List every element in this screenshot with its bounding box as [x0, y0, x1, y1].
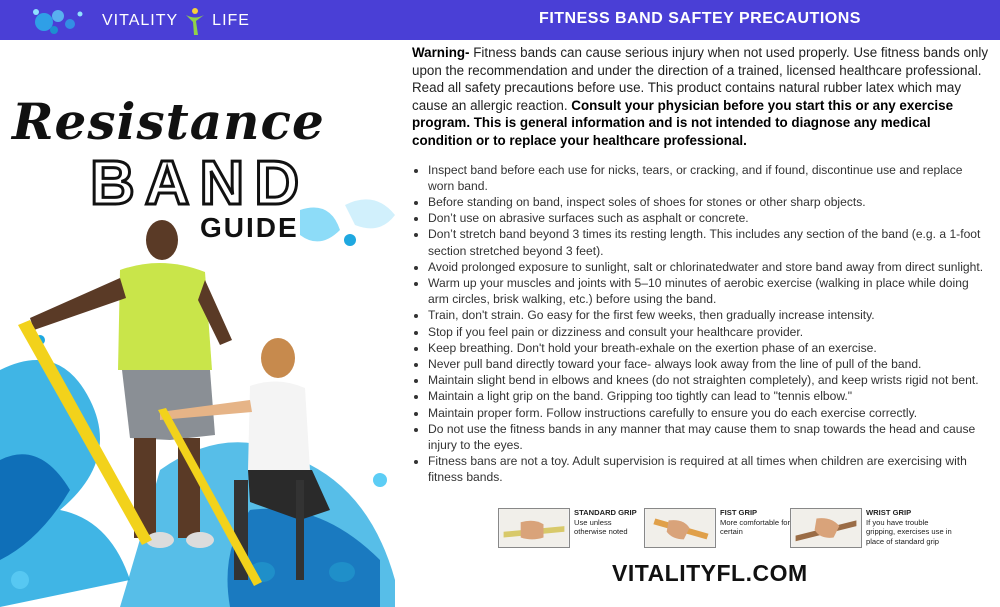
- brand-logo: [30, 6, 250, 36]
- grip-guide: [498, 508, 998, 550]
- header-bar: [0, 0, 1000, 40]
- list-item: • Inspect band before each use for nicks, tears, or cracking, and if found, discontinue use and replace worn band.: [428, 162, 992, 194]
- list-item: • Before standing on band, inspect soles of shoes for stones or other sharp objects.: [428, 194, 992, 210]
- list-item: • Do not use the fitness bands in any manner that may cause them to snap towards the head and cause injury to the eyes.: [428, 421, 992, 453]
- grip-wrist: [790, 508, 958, 550]
- precautions-panel: [412, 44, 992, 486]
- list-item: • Fitness bans are not a toy. Adult supervision is required at all times when children are exercising with fitness bands.: [428, 453, 992, 485]
- warning-bold-body: Consult your physician before you start this or any exercise program. This is general information and is not intended to diagnose any medical condition or to replace your healthcare professional.: [412, 97, 954, 148]
- list-item: • Warm up your muscles and joints with 5–10 minutes of aerobic exercise (walking in place while doing arm circles, brisk walking, etc.) before using the band.: [428, 275, 992, 307]
- safety-rules-list: [428, 162, 992, 486]
- cover-panel: [0, 40, 405, 607]
- website-url[interactable]: VITALITYFL.COM: [612, 560, 808, 586]
- list-item: • Stop if you feel pain or dizziness and consult your healthcare provider.: [428, 324, 992, 340]
- wrist-grip-photo: [790, 508, 862, 548]
- grip-title: WRIST GRIP: [866, 508, 912, 517]
- grip-title: FIST GRIP: [720, 508, 758, 517]
- warning-label: Warning-: [412, 45, 470, 60]
- list-item: • Never pull band directly toward your face- always look away from the line of pull of the band.: [428, 356, 992, 372]
- list-item: • Maintain a light grip on the band. Gripping too tightly can lead to "tennis elbow.": [428, 388, 992, 404]
- list-item: • Keep breathing. Don't hold your breath-exhale on the exertion phase of an exercise.: [428, 340, 992, 356]
- list-item: • Avoid prolonged exposure to sunlight, salt or chlorinatedwater and store band away from direct sunlight.: [428, 259, 992, 275]
- page-title: FITNESS BAND SAFTEY PRECAUTIONS: [539, 10, 861, 27]
- cover-title-line2: BAND: [90, 149, 310, 218]
- grip-desc: If you have trouble gripping, exercises use in place of standard grip: [866, 517, 952, 546]
- fist-grip-photo: [644, 508, 716, 548]
- list-item: • Train, don't strain. Go easy for the first few weeks, then gradually increase intensity.: [428, 307, 992, 323]
- grip-desc: More comfortable for certain: [720, 517, 791, 537]
- cover-title-line1: Resistance: [12, 92, 325, 151]
- warning-paragraph: [412, 44, 992, 150]
- grip-title: STANDARD GRIP: [574, 508, 637, 517]
- list-item: • Don’t use on abrasive surfaces such as asphalt or concrete.: [428, 210, 992, 226]
- brand-left-text: VITALITY: [102, 12, 179, 29]
- person-figure-icon: [184, 6, 206, 36]
- list-item: • Don’t stretch band beyond 3 times its resting length. This includes any section of the band (e.g. a 1-foot section stretched beyond 3 feet).: [428, 226, 992, 258]
- list-item: • Maintain proper form. Follow instructions carefully to ensure you do each exercise correctly.: [428, 405, 992, 421]
- brand-right-text: LIFE: [212, 12, 250, 29]
- standard-grip-photo: [498, 508, 570, 548]
- cover-title-line3: GUIDE: [200, 212, 299, 243]
- grip-desc: Use unless otherwise noted: [574, 517, 628, 537]
- warning-body: Fitness bands can cause serious injury when not used properly. Use fitness bands only upon the recommendation and under the direction of a trained, licensed healthcare professional. Read all safety precautions before use. This product contains natural rubber latex which may cause an allergic reaction.: [412, 45, 989, 113]
- grip-standard: [498, 508, 646, 550]
- list-item: • Maintain slight bend in elbows and knees (do not straighten completely), and keep wrists rigid not bent.: [428, 372, 992, 388]
- grip-fist: [644, 508, 792, 550]
